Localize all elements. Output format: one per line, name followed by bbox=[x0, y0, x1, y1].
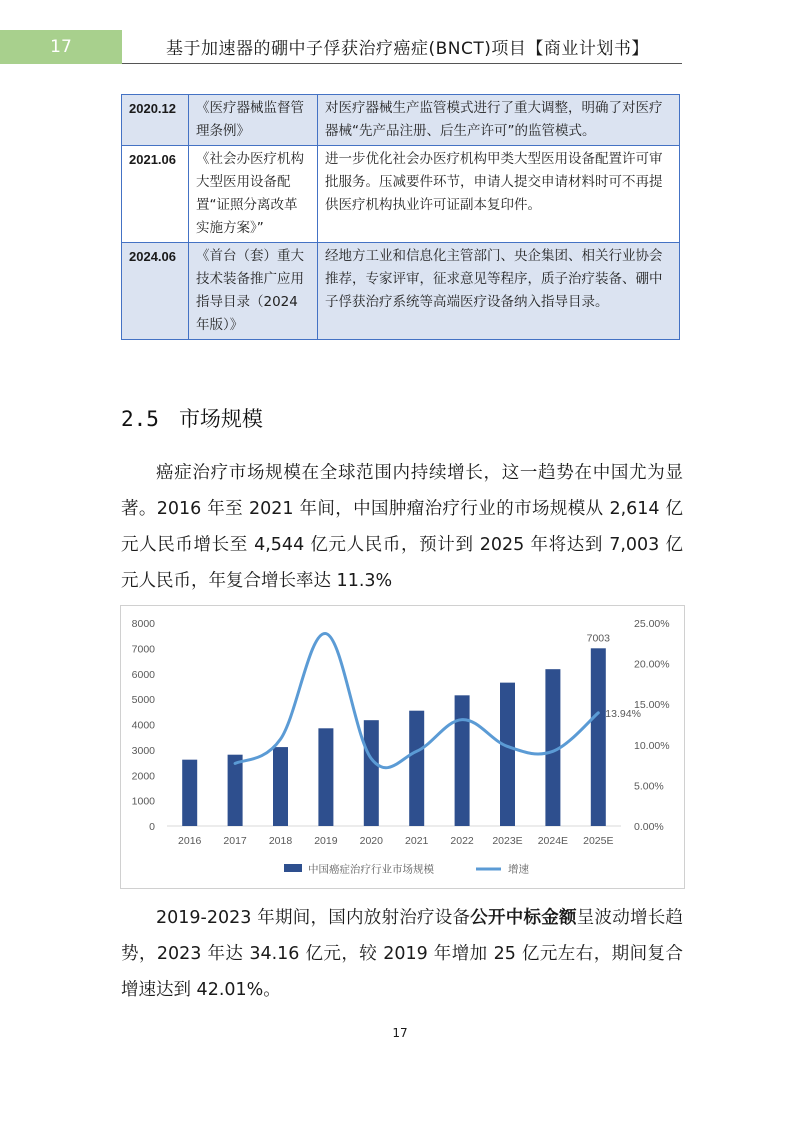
y-axis-left-tick-label: 8000 bbox=[131, 618, 155, 630]
y-axis-right-tick-label: 15.00% bbox=[634, 699, 670, 712]
line-data-label: 13.94% bbox=[605, 707, 641, 720]
y-axis-left-tick-label: 1000 bbox=[131, 795, 155, 808]
bar-market-size bbox=[273, 747, 288, 826]
legend-line-label: 增速 bbox=[508, 863, 529, 876]
section-heading bbox=[121, 403, 263, 433]
radiotherapy-tender-paragraph bbox=[121, 900, 683, 1008]
table-cell-year: 2021.06 bbox=[122, 146, 189, 243]
x-axis-tick-label: 2020 bbox=[359, 835, 383, 847]
y-axis-right-tick-label: 0.00% bbox=[634, 821, 664, 833]
x-axis-tick-label: 2017 bbox=[223, 835, 247, 847]
legend-bar-label: 中国癌症治疗行业市场规模 bbox=[308, 863, 434, 876]
page-number: 17 bbox=[392, 1026, 408, 1040]
paragraph-text: 2019-2023 年期间，国内放射治疗设备 bbox=[156, 908, 471, 928]
x-axis-tick-label: 2018 bbox=[268, 835, 293, 847]
bar-market-size bbox=[364, 720, 379, 826]
y-axis-right-tick-label: 10.00% bbox=[634, 739, 670, 752]
section-number: 2.5 bbox=[121, 407, 159, 431]
paragraph-bold-text: 公开中标金额 bbox=[470, 908, 577, 928]
table-cell-document: 《医疗器械监督管理条例》 bbox=[189, 95, 318, 146]
bar-market-size bbox=[500, 683, 515, 826]
bar-market-size bbox=[455, 695, 470, 826]
table-row bbox=[122, 243, 680, 340]
legend-bar-swatch bbox=[284, 864, 302, 872]
paragraph-text: 呈波动增长趋势，2023 年达 34.16 亿元，较 2019 年增加 25 亿元左右，期间复合增速达到 42.01%。 bbox=[121, 908, 684, 1000]
y-axis-right-tick-label: 5.00% bbox=[634, 780, 664, 793]
table-cell-description: 对医疗器械生产监管模式进行了重大调整，明确了对医疗器械“先产品注册、后生产许可”的监管模式。 bbox=[318, 95, 680, 146]
y-axis-right-tick-label: 20.00% bbox=[634, 658, 670, 671]
page-tab: 17 bbox=[0, 30, 122, 64]
y-axis-left-tick-label: 3000 bbox=[131, 744, 155, 757]
table-cell-document: 《社会办医疗机构大型医用设备配置“证照分离改革实施方案》” bbox=[189, 146, 318, 243]
x-axis-tick-label: 2019 bbox=[314, 835, 338, 847]
section-title: 市场规模 bbox=[178, 407, 263, 431]
y-axis-left-tick-label: 5000 bbox=[131, 694, 155, 707]
bar-market-size bbox=[318, 728, 333, 826]
policy-table bbox=[121, 94, 680, 340]
x-axis-tick-label: 2024E bbox=[537, 835, 569, 847]
bar-data-label: 7003 bbox=[586, 632, 610, 645]
y-axis-left-tick-label: 4000 bbox=[131, 719, 155, 732]
bar-market-size bbox=[591, 648, 606, 826]
table-cell-year: 2024.06 bbox=[122, 243, 189, 340]
y-axis-left-tick-label: 7000 bbox=[131, 643, 155, 656]
bar-market-size bbox=[182, 760, 197, 826]
y-axis-left-tick-label: 6000 bbox=[131, 668, 155, 681]
bar-market-size bbox=[228, 755, 243, 826]
y-axis-left-tick-label: 2000 bbox=[131, 770, 155, 783]
x-axis-tick-label: 2016 bbox=[178, 835, 202, 847]
x-axis-tick-label: 2021 bbox=[405, 835, 429, 847]
table-cell-description: 进一步优化社会办医疗机构甲类大型医用设备配置许可审批服务。压减要件环节，申请人提交申请材料时可不再提供医疗机构执业许可证副本复印件。 bbox=[318, 146, 680, 243]
header-divider bbox=[122, 63, 682, 64]
y-axis-left-tick-label: 0 bbox=[149, 821, 155, 833]
y-axis-right-tick-label: 25.00% bbox=[634, 618, 670, 630]
document-header-title: 基于加速器的硼中子俘获治疗癌症(BNCT)项目【商业计划书】 bbox=[166, 39, 649, 59]
x-axis-tick-label: 2025E bbox=[583, 835, 614, 847]
x-axis-tick-label: 2022 bbox=[450, 835, 474, 847]
table-cell-document: 《首台（套）重大技术装备推广应用指导目录（2024年版）》 bbox=[189, 243, 318, 340]
table-row bbox=[122, 95, 680, 146]
market-size-chart bbox=[120, 605, 685, 889]
table-row bbox=[122, 146, 680, 243]
x-axis-tick-label: 2023E bbox=[492, 835, 523, 847]
table-cell-description: 经地方工业和信息化主管部门、央企集团、相关行业协会推荐，专家评审，征求意见等程序，质子治疗装备、硼中子俘获治疗系统等高端医疗设备纳入指导目录。 bbox=[318, 243, 680, 340]
bar-market-size bbox=[409, 711, 424, 826]
chart-svg bbox=[121, 606, 684, 888]
table-cell-year: 2020.12 bbox=[122, 95, 189, 146]
market-size-paragraph: 癌症治疗市场规模在全球范围内持续增长，这一趋势在中国尤为显著。2016 年至 2021 年间，中国肿瘤治疗行业的市场规模从 2,614 亿元人民币增长至 4,544 亿元人民币，预计到 2025 年将达到 7,003 亿元人民币，年复合增长率达 11.3% bbox=[121, 463, 683, 591]
